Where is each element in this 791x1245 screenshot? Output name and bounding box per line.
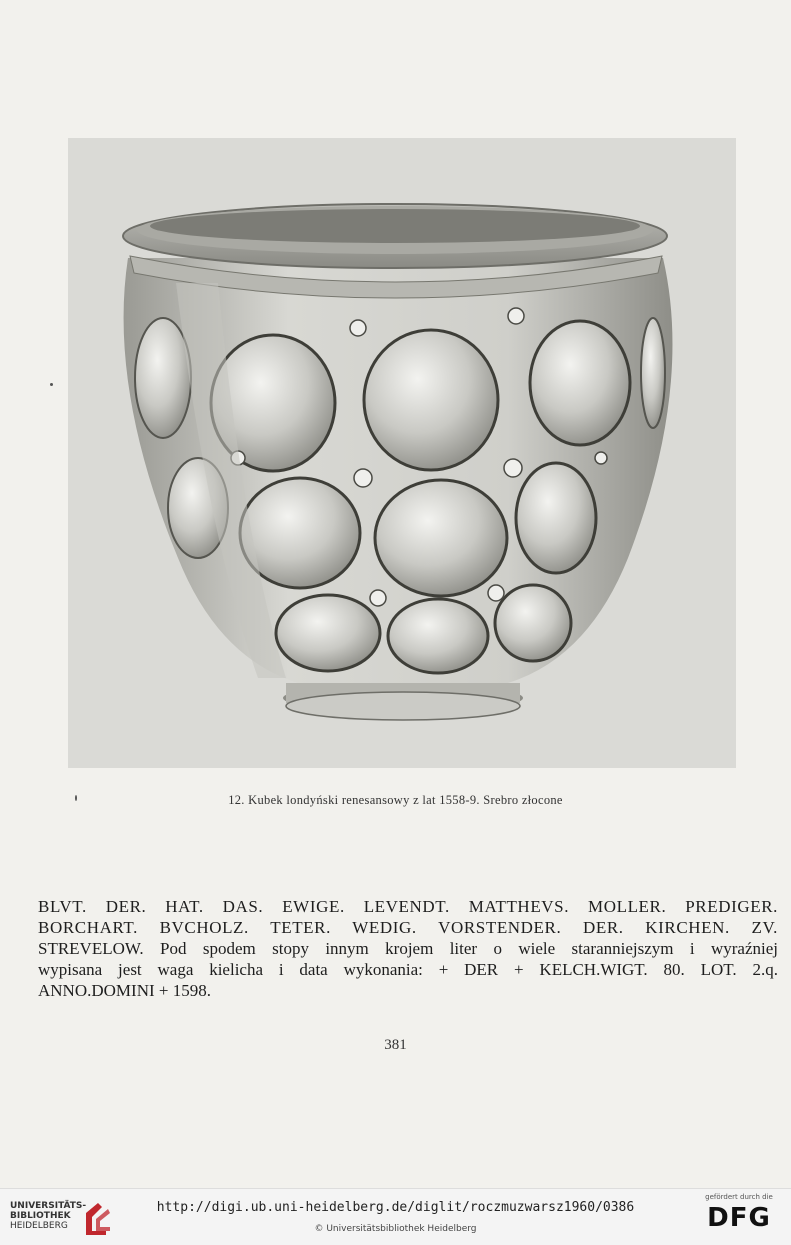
body-line: ANNO.DOMINI + 1598. [38,981,211,1000]
page-number: 381 [384,1037,407,1053]
library-name-line: UNIVERSITÄTS- [10,1201,87,1211]
copyright-notice: © Universitätsbibliothek Heidelberg [314,1224,477,1234]
library-name-line: HEIDELBERG [10,1221,68,1231]
body-paragraph [38,896,778,1001]
scan-speck [50,383,53,386]
library-name-line: BIBLIOTHEK [10,1211,71,1221]
figure-caption: 12. Kubek londyński renesansowy z lat 1558-9. Srebro złocone [228,793,563,807]
funder-label: gefördert durch die [705,1193,773,1201]
cup-illustration [68,138,736,768]
body-line: BLVT. DER. HAT. DAS. EWIGE. LEVENDT. MATTHEVS. MOLLER. PREDIGER. [38,897,778,916]
body-line: STREVELOW. Pod spodem stopy innym krojem liter o wiele staranniejszym i wyraźniej [38,939,778,958]
permalink-url[interactable]: http://digi.ub.uni-heidelberg.de/diglit/roczmuzwarsz1960/0386 [156,1200,635,1215]
dfg-logo[interactable] [699,1193,779,1241]
digitization-footer [0,1188,791,1245]
body-line: wypisana jest waga kielicha i data wykonania: + DER + KELCH.WIGT. 80. LOT. 2.q. [38,960,778,979]
body-line: BORCHART. BVCHOLZ. TETER. WEDIG. VORSTENDER. DER. KIRCHEN. ZV. [38,918,778,937]
dfg-logo-text: DFG [707,1203,771,1233]
cup-photograph [68,138,736,768]
